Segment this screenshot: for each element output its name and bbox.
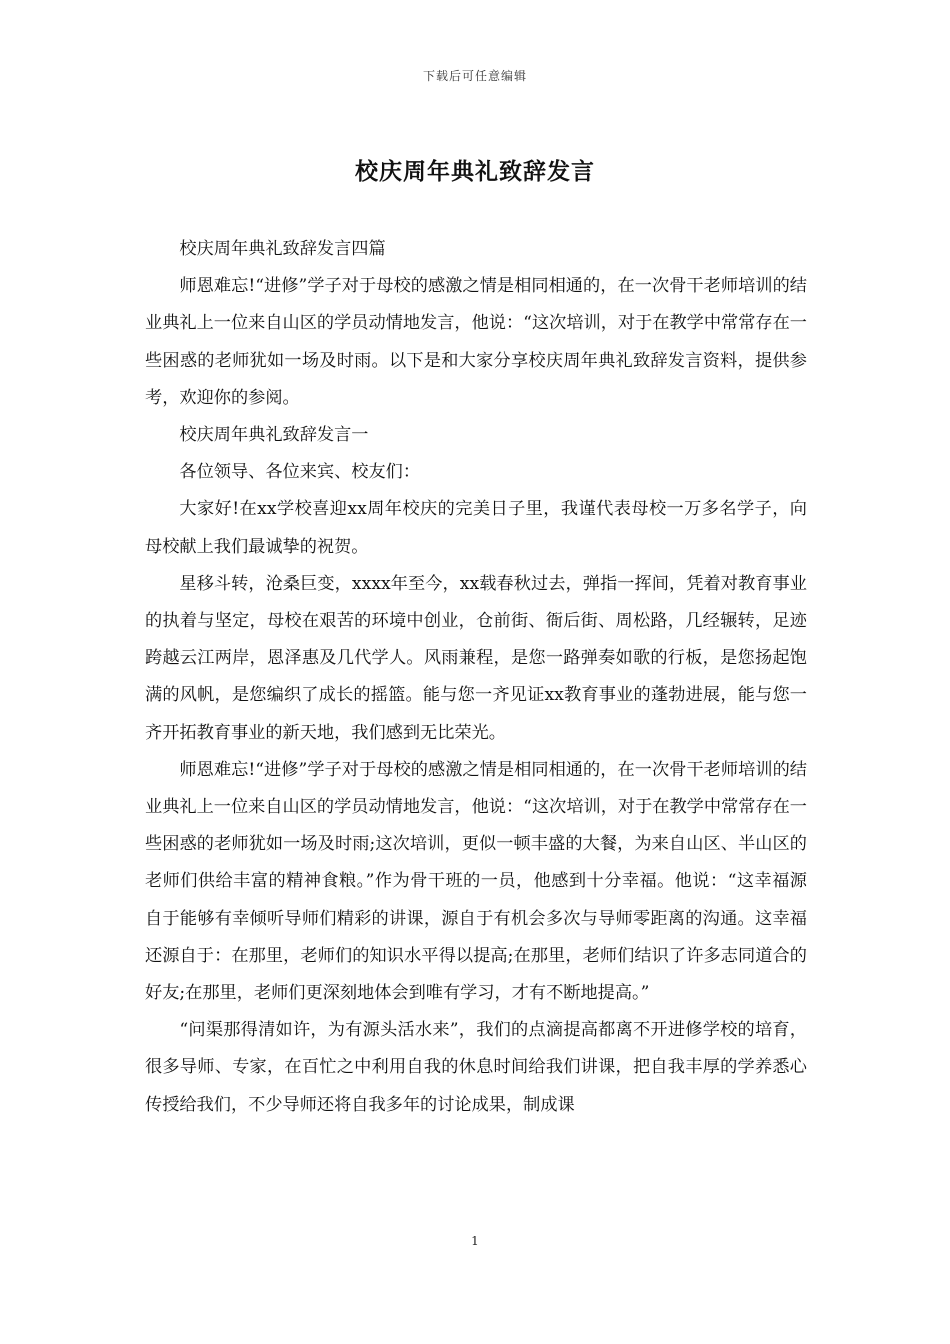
paragraph-salutation: 各位领导、各位来宾、校友们： [179, 462, 421, 483]
document-title: 校庆周年典礼致辞发言 [355, 158, 595, 185]
paragraph-source: “问渠那得清如许，为有源头活水来”，我们的点滴提高都离不开进修学校的培育，很多导师、专家，在百忙之中利用自我的休息时间给我们讲课，把自我丰厚的学养悉心传授给我们，不少导师还将自我多年的讨论成果，制成课 [145, 1020, 807, 1115]
paragraph-gratitude: 师恩难忘!“进修”学子对于母校的感激之情是相同相通的，在一次骨干老师培训的结业典礼上一位来自山区的学员动情地发言，他说：“这次培训，对于在教学中常常存在一些困惑的老师犹如一场及时雨;这次培训，更似一顿丰盛的大餐，为来自山区、半山区的老师们供给丰富的精神食粮。”作为骨干班的一员，他感到十分幸福。他说：“这幸福源自于能够有幸倾听导师们精彩的讲课，源自于有机会多次与导师零距离的沟通。这幸福还源自于：在那里，老师们的知识水平得以提高;在那里，老师们结识了许多志同道合的好友;在那里，老师们更深刻地体会到唯有学习，才有不断地提高。” [145, 759, 807, 1004]
document-body [145, 231, 807, 1124]
paragraph-history: 星移斗转，沧桑巨变，xxxx年至今，xx载春秋过去，弹指一挥间，凭着对教育事业的执着与坚定，母校在艰苦的环境中创业，仓前街、衙后街、周松路，几经辗转，足迹跨越云江两岸，恩泽惠及几代学人。风雨兼程，是您一路弹奏如歌的行板，是您扬起饱满的风帆，是您编织了成长的摇篮。能与您一齐见证xx教育事业的蓬勃进展，能与您一齐开拓教育事业的新天地，我们感到无比荣光。 [145, 573, 807, 743]
header-note: 下载后可任意编辑 [422, 69, 527, 83]
page-number: 1 [471, 1234, 479, 1248]
paragraph-section-heading: 校庆周年典礼致辞发言一 [179, 425, 369, 446]
paragraph-intro: 师恩难忘!“进修”学子对于母校的感激之情是相同相通的，在一次骨干老师培训的结业典礼上一位来自山区的学员动情地发言，他说：“这次培训，对于在教学中常常存在一些困惑的老师犹如一场及时雨。以下是和大家分享校庆周年典礼致辞发言资料，提供参考，欢迎你的参阅。 [145, 276, 807, 408]
paragraph-subtitle: 校庆周年典礼致辞发言四篇 [179, 239, 386, 259]
paragraph-greeting: 大家好!在xx学校喜迎xx周年校庆的完美日子里，我谨代表母校一万多名学子，向母校献上我们最诚挚的祝贺。 [145, 499, 807, 557]
